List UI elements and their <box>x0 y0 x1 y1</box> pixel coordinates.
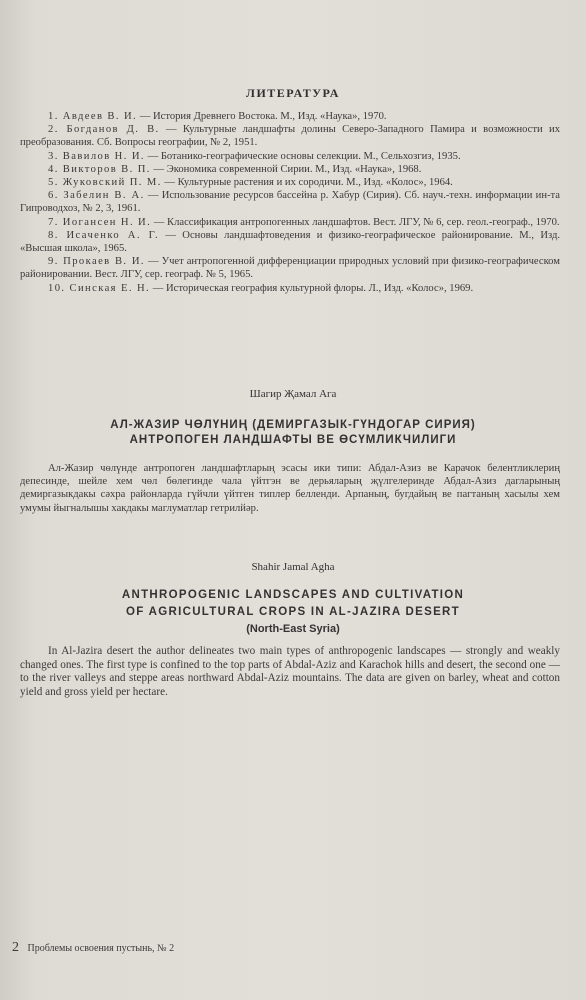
reference-author: 5. Жуковский П. М. <box>48 177 162 189</box>
reference-author: 1. Авдеев В. И. <box>48 111 138 122</box>
reference-list <box>20 110 560 295</box>
reference-author: 4. Викторов В. П. <box>48 163 151 175</box>
reference-text: — Использование ресурсов бассейна р. Хабур (Сирия). Сб. науч.-техн. информации ин-та Гипроводхоз, № 2, 3, 1961. <box>20 190 560 215</box>
reference-author: 3. Вавилов Н. И. <box>48 150 145 162</box>
reference-text: — Ботанико-географические основы селекции. М., Сельхозгиз, 1935. <box>144 150 461 162</box>
page-number: 2 <box>12 940 19 955</box>
reference-text: — Культурные ландшафты долины Северо-Западного Памира и возможности их преобразования. Сб. Вопросы географии, № 2, 1951. <box>20 124 560 149</box>
reference-text: — Экономика современной Сирии. М., Изд. «Наука», 1968. <box>150 163 422 175</box>
journal-name: Проблемы освоения пустынь, № 2 <box>27 943 175 954</box>
reference-text: — История Древнего Востока. М., Изд. «Наука», 1970. <box>137 111 387 122</box>
article-author-turkmen: Шагир Җамал Ага <box>249 388 337 400</box>
reference-item <box>20 229 560 255</box>
reference-item <box>20 216 560 229</box>
reference-author: 10. Синская Е. Н. <box>48 282 151 294</box>
article-region-english: (North-East Syria) <box>246 623 340 635</box>
reference-item <box>20 189 560 215</box>
reference-text: — Основы ландшафтоведения и физико-географическое районирование. М., Изд. «Высшая школа», 1965. <box>20 229 560 255</box>
title-line: АНТРОПОГЕН ЛАНДШАФТЫ ВЕ ӨСҮМЛИКЧИЛИГИ <box>129 433 457 446</box>
reference-author: 7. Иогансен Н. И. <box>48 216 152 228</box>
article-title-turkmen <box>0 418 586 447</box>
reference-item <box>20 163 560 176</box>
title-line: OF AGRICULTURAL CROPS IN AL-JAZIRA DESERT <box>126 606 460 618</box>
reference-item <box>20 150 560 163</box>
article-title-english <box>0 587 586 621</box>
reference-item <box>20 110 560 123</box>
reference-item <box>20 123 560 149</box>
reference-author: 9. Прокаев В. И. <box>48 256 145 268</box>
literature-heading: ЛИТЕРАТУРА <box>246 86 340 100</box>
title-line: АЛ-ЖАЗИР ЧӨЛҮНИҢ (ДЕМИРГАЗЫК-ГҮНДОГАР СИРИЯ) <box>110 419 476 431</box>
abstract-turkmen: Ал-Жазир чөлүнде антропоген ландшафтларың эсасы ики типи: Абдал-Азиз ве Карачок белентликлериң депесинде, шейле хем чөл бөлегинде чала үйтгэн ве дерьяларың җүлгелеринде Абдал-Азиз дагларының демиргазыкдакы сәхра районларда гүйчли үйтген типлер белленди. Арпаның, бугдайың ве пагтаның хасылы хем умумы йыгналышы хакдакы маглуматлар гетрилйәр. <box>20 463 560 514</box>
reference-author: 2. Богданов Д. В. <box>48 124 160 136</box>
title-line: ANTHROPOGENIC LANDSCAPES AND CULTIVATION <box>121 589 465 601</box>
reference-item <box>20 255 560 281</box>
reference-author: 8. Исаченко А. Г. <box>48 229 160 241</box>
reference-text: — Культурные растения и их сородичи. М., Изд. «Колос», 1964. <box>161 177 453 189</box>
reference-item <box>20 282 560 295</box>
article-author-english: Shahir Jamal Agha <box>251 561 335 573</box>
reference-author: 6. Забелин В. А. <box>48 190 145 202</box>
reference-text: — Историческая география культурной флоры. Л., Изд. «Колос», 1969. <box>150 282 474 294</box>
reference-text: — Классификация антропогенных ландшафтов. Вест. ЛГУ, № 6, сер. геол.-географ., 1970. <box>151 216 560 228</box>
reference-item <box>20 176 560 189</box>
reference-text: — Учет антропогенной дифференциации природных условий при физико-географическом районировании. Вест. ЛГУ, сер. географ. № 5, 1965. <box>20 256 560 281</box>
abstract-english: In Al-Jazira desert the author delineates two main types of anthropogenic landscapes — strongly and weakly changed ones. The first type is confined to the top parts of Abdal-Aziz and Karachok hills and desert, the second one — to the river valleys and steppe areas northward Abdal-Aziz mountains. The data are given on barley, wheat and cotton yield and gross yield per hectare. <box>20 645 560 698</box>
page-footer <box>12 940 174 956</box>
